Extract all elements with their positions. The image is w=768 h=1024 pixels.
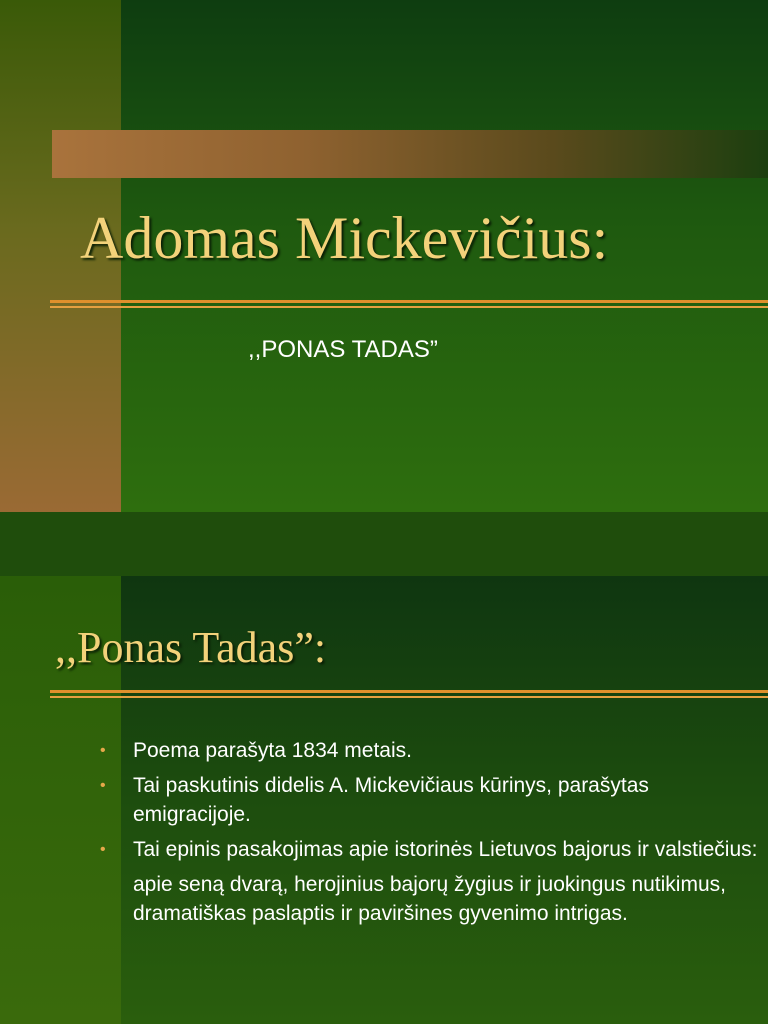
list-item [100,771,760,829]
bullet-text: Tai paskutinis didelis A. Mickevičiaus kūrinys, parašytas emigracijoje. [133,774,649,826]
slide-subtitle: ,,PONAS TADAS” [248,336,438,363]
continuation-text: apie seną dvarą, herojinius bajorų žygius ir juokingus nutikimus, dramatiškas paslaptis ir paviršines gyvenimo intrigas. [133,873,726,925]
bullet-icon: • [100,777,106,794]
bullet-text: Tai epinis pasakojimas apie istorinės Lietuvos bajorus ir valstiečius: [133,838,758,861]
list-item [100,835,760,864]
bullet-text: Poema parašyta 1834 metais. [133,739,412,762]
bullet-list [100,736,760,934]
bullet-icon: • [100,841,106,858]
content-slide [0,576,768,1024]
slide-title: Adomas Mickevičius: [80,205,609,271]
bullet-icon: • [100,742,106,759]
header-gradient-bar [52,130,768,178]
title-divider [50,300,768,308]
list-item-continuation [100,870,760,928]
slide-title: ,,Ponas Tadas”: [55,623,327,672]
title-divider [50,690,768,698]
list-item [100,736,760,765]
